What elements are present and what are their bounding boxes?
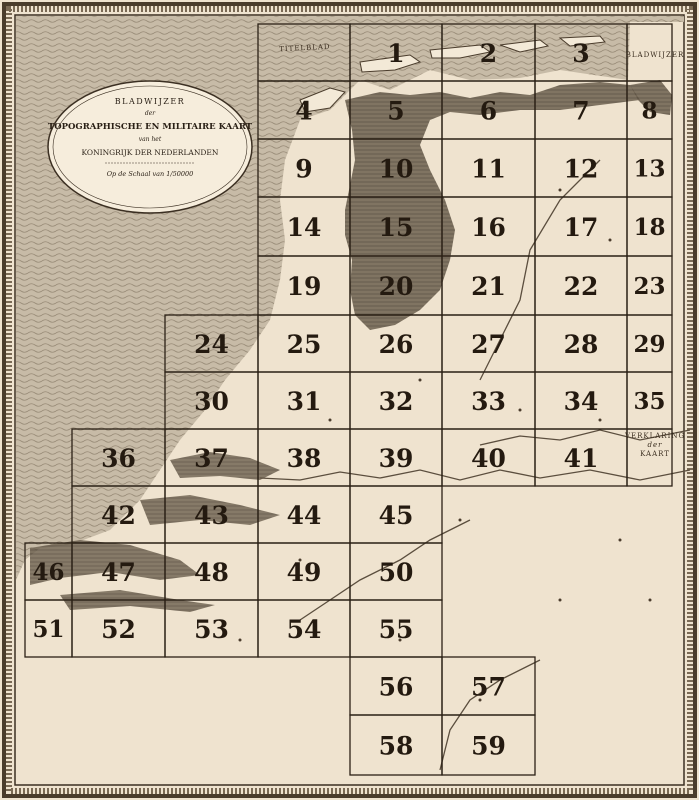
- title-line5: KONINGRIJK DER NEDERLANDEN: [81, 148, 219, 157]
- sheet-number-1[interactable]: 1: [387, 39, 405, 68]
- sheet-number-49[interactable]: 49: [286, 558, 322, 587]
- sheet-number-34[interactable]: 34: [563, 387, 599, 416]
- sheet-number-28[interactable]: 28: [563, 330, 599, 359]
- sheet-number-41[interactable]: 41: [563, 444, 599, 473]
- sheet-number-35[interactable]: 35: [633, 388, 666, 415]
- sheet-number-45[interactable]: 45: [378, 501, 414, 530]
- title-line1: BLADWIJZER: [114, 97, 186, 106]
- sheet-number-52[interactable]: 52: [101, 615, 136, 644]
- sheet-number-32[interactable]: 32: [378, 387, 414, 416]
- sheet-number-58[interactable]: 58: [378, 731, 414, 761]
- sheet-number-19[interactable]: 19: [286, 272, 322, 301]
- sheet-number-20[interactable]: 20: [378, 272, 414, 301]
- sheet-number-2[interactable]: 2: [479, 39, 498, 68]
- sheet-number-17[interactable]: 17: [563, 213, 599, 242]
- sheet-number-44[interactable]: 44: [286, 501, 322, 530]
- sheet-number-5[interactable]: 5: [387, 96, 405, 126]
- sheet-number-22[interactable]: 22: [563, 272, 599, 301]
- sheet-number-59[interactable]: 59: [471, 731, 506, 761]
- sheet-number-48[interactable]: 48: [194, 558, 229, 587]
- sheet-number-7[interactable]: 7: [572, 96, 590, 126]
- title-line4: van het: [138, 136, 162, 143]
- sheet-number-15[interactable]: 15: [378, 213, 414, 242]
- sheet-number-6[interactable]: 6: [479, 96, 498, 126]
- sheet-number-11[interactable]: 11: [471, 154, 506, 184]
- title-line2: der: [144, 110, 156, 117]
- sheet-number-43[interactable]: 43: [194, 501, 229, 530]
- sheet-number-37[interactable]: 37: [194, 444, 229, 473]
- sheet-number-24[interactable]: 24: [194, 330, 229, 359]
- titelblad-label: TITELBLAD: [279, 42, 331, 54]
- legend-label-2: der: [647, 441, 663, 449]
- sheet-number-38[interactable]: 38: [286, 444, 322, 473]
- sheet-number-39[interactable]: 39: [378, 444, 414, 473]
- sheet-number-30[interactable]: 30: [194, 387, 229, 416]
- title-cartouche: [48, 81, 253, 213]
- sheet-number-23[interactable]: 23: [633, 273, 666, 300]
- title-line6: Op de Schaal van 1/50000: [106, 170, 194, 178]
- sheet-number-18[interactable]: 18: [633, 214, 666, 241]
- sheet-number-14[interactable]: 14: [286, 213, 322, 242]
- sheet-number-46[interactable]: 46: [32, 559, 65, 586]
- sheet-number-12[interactable]: 12: [563, 154, 599, 184]
- sheet-number-4[interactable]: 4: [295, 96, 313, 126]
- sheet-number-54[interactable]: 54: [286, 615, 322, 644]
- sheet-number-50[interactable]: 50: [378, 558, 414, 587]
- sheet-number-10[interactable]: 10: [378, 154, 414, 184]
- sheet-number-16[interactable]: 16: [471, 213, 506, 242]
- sheet-number-56[interactable]: 56: [378, 672, 414, 702]
- sheet-number-57[interactable]: 57: [471, 672, 506, 702]
- sheet-number-9[interactable]: 9: [295, 154, 313, 184]
- sheet-number-40[interactable]: 40: [471, 444, 506, 473]
- sheet-number-25[interactable]: 25: [286, 330, 322, 359]
- sheet-number-8[interactable]: 8: [641, 97, 658, 125]
- bladwijzer-label: BLADWIJZER: [625, 51, 685, 59]
- sheet-number-21[interactable]: 21: [471, 272, 506, 301]
- sheet-number-3[interactable]: 3: [572, 39, 590, 68]
- sheet-number-47[interactable]: 47: [101, 558, 136, 587]
- legend-label-3: KAART: [640, 450, 670, 458]
- sheet-number-36[interactable]: 36: [101, 444, 136, 473]
- sheet-number-33[interactable]: 33: [471, 387, 506, 416]
- sheet-number-55[interactable]: 55: [378, 615, 414, 644]
- title-line3: TOPOGRAPHISCHE EN MILITAIRE KAART: [47, 122, 253, 132]
- sheet-number-31[interactable]: 31: [286, 387, 322, 416]
- sheet-number-27[interactable]: 27: [471, 330, 506, 359]
- sheet-number-42[interactable]: 42: [101, 501, 136, 530]
- sheet-number-53[interactable]: 53: [194, 615, 229, 644]
- sheet-number-29[interactable]: 29: [633, 331, 666, 358]
- sheet-number-26[interactable]: 26: [378, 330, 414, 359]
- sheet-number-51[interactable]: 51: [32, 616, 65, 643]
- sheet-number-13[interactable]: 13: [633, 155, 666, 183]
- legend-label-1: VERKLARING: [624, 432, 686, 440]
